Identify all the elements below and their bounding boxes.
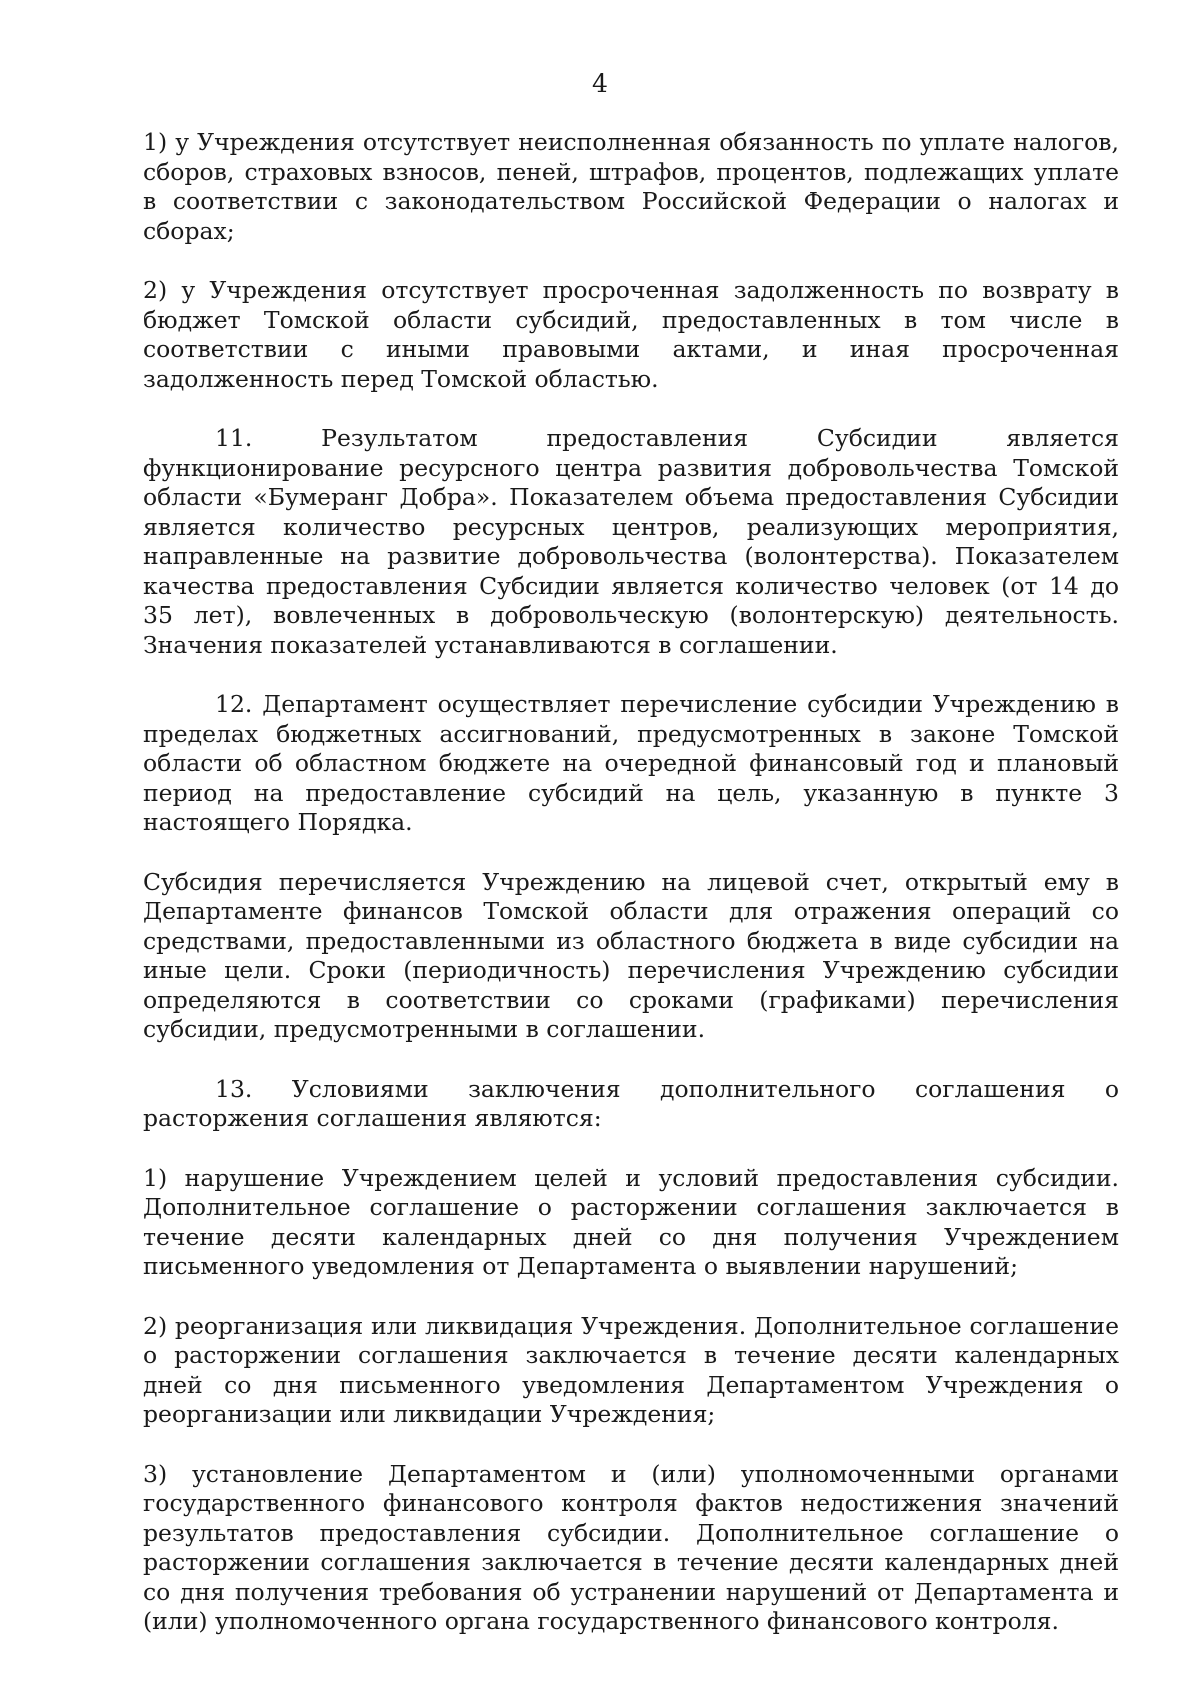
paragraph-condition-3: 3) установление Департаментом и (или) уполномоченными органами государственного финансового контроля фактов недостижения значений результатов предоставления субсидии. Дополнительное соглашение о расторжении соглашения заключается в течение десяти календарных дней со дня получения требования об устранении нарушений от Департамента и (или) уполномоченного органа государственного финансового контроля. [143, 1459, 1119, 1635]
page-number: 4 [592, 69, 608, 98]
paragraph-11-result: 11. Результатом предоставления Субсидии является функционирование ресурсного центра развития добровольчества Томской области «Бумеранг Добра». Показателем объема предоставления Субсидии является количество ресурсных центров, реализующих мероприятия, направленные на развитие добровольчества (волонтерства). Показателем качества предоставления Субсидии является количество человек (от 14 до 35 лет), вовлеченных в добровольческую (волонтерскую) деятельность. Значения показателей устанавливаются в соглашении. [143, 424, 1119, 659]
paragraph-13-termination-conditions: 13. Условиями заключения дополнительного соглашения о расторжения соглашения являются: [143, 1074, 1119, 1132]
paragraph-condition-1: 1) нарушение Учреждением целей и условий предоставления субсидии. Дополнительное соглашение о расторжении соглашения заключается в течение десяти календарных дней со дня получения Учреждением письменного уведомления от Департамента о выявлении нарушений; [143, 1163, 1119, 1280]
paragraph-1-tax-obligations: 1) у Учреждения отсутствует неисполненная обязанность по уплате налогов, сборов, страховых взносов, пеней, штрафов, процентов, подлежащих уплате в соответствии с законодательством Российской Федерации о налогах и сборах; [143, 128, 1119, 245]
paragraph-subsidy-account: Субсидия перечисляется Учреждению на лицевой счет, открытый ему в Департаменте финансов Томской области для отражения операций со средствами, предоставленными из областного бюджета в виде субсидии на иные цели. Сроки (периодичность) перечисления Учреждению субсидии определяются в соответствии со сроками (графиками) перечисления субсидии, предусмотренными в соглашении. [143, 867, 1119, 1043]
paragraph-condition-2: 2) реорганизация или ликвидация Учреждения. Дополнительное соглашение о расторжении соглашения заключается в течение десяти календарных дней со дня письменного уведомления Департаментом Учреждения о реорганизации или ликвидации Учреждения; [143, 1311, 1119, 1428]
document-body [143, 128, 1119, 1667]
paragraph-12-transfer: 12. Департамент осуществляет перечисление субсидии Учреждению в пределах бюджетных ассигнований, предусмотренных в законе Томской области об областном бюджете на очередной финансовый год и плановый период на предоставление субсидий на цель, указанную в пункте 3 настоящего Порядка. [143, 690, 1119, 836]
paragraph-2-overdue-debt: 2) у Учреждения отсутствует просроченная задолженность по возврату в бюджет Томской области субсидий, предоставленных в том числе в соответствии с иными правовыми актами, и иная просроченная задолженность перед Томской областью. [143, 276, 1119, 393]
